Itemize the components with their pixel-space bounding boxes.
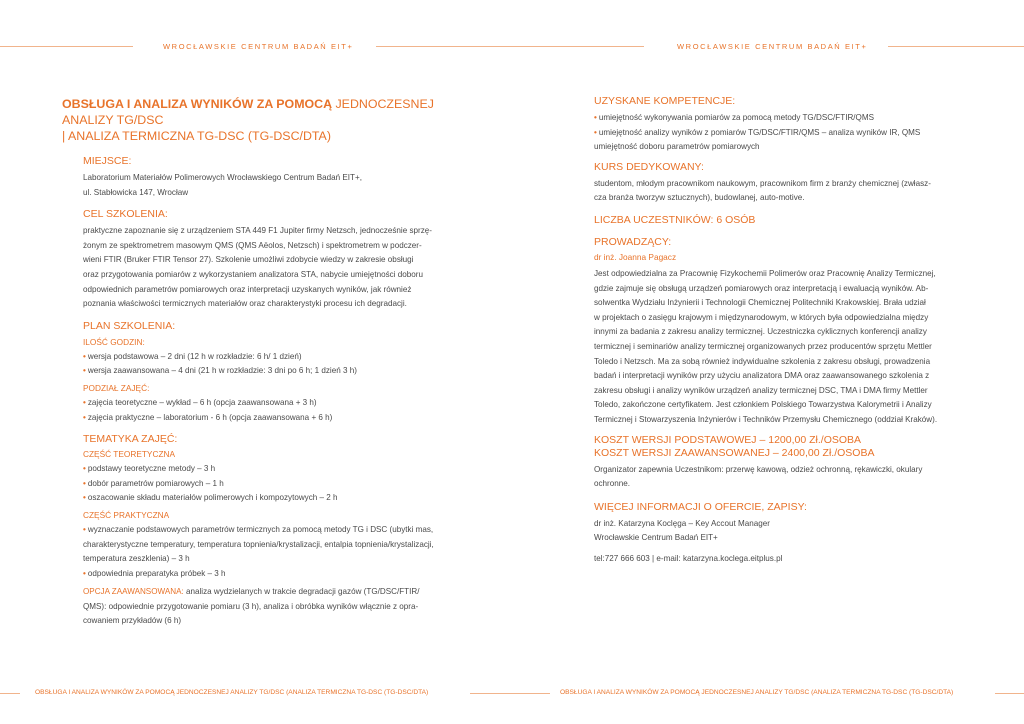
cel-line: praktyczne zapoznanie się z urządzeniem STA 449 F1 Jupiter firmy Netzsch, jednocześnie sprzę- xyxy=(83,226,432,236)
opcja-line: analiza wydzielanych w trakcie degradacji gazów (TG/DSC/FTIR/ xyxy=(183,587,420,597)
kurs-line: cza branża tworzyw sztucznych), budowlanej, auto-motive. xyxy=(594,193,805,203)
info-organization: Wrocławskie Centrum Badań EIT+ xyxy=(594,533,718,543)
cel-heading: CEL SZKOLENIA: xyxy=(83,208,168,221)
bullet-icon: • xyxy=(83,366,86,376)
bio-line: w projektach o zasięgu krajowym i międzynarodowym, w których była odpowiedzialna między xyxy=(594,312,929,322)
bullet-icon: • xyxy=(83,412,86,422)
list-item-text: wersja podstawowa – 2 dni (12 h w rozkładzie: 6 h/ 1 dzień) xyxy=(87,351,302,361)
list-item xyxy=(83,477,455,492)
cel-line: odpowiednich parametrów pomiarowych oraz interpretacji uzyskanych wyników, jak również xyxy=(83,284,412,294)
kurs-heading: KURS DEDYKOWANY: xyxy=(594,160,704,173)
opcja-line: QMS): odpowiednie przygotowanie pomiaru (3 h), analiza i obróbka wyników włącznie z opra- xyxy=(83,601,419,611)
bullet-icon: • xyxy=(83,493,86,503)
prowadzacy-bio xyxy=(594,267,974,428)
bullet-icon: • xyxy=(594,113,597,122)
tematyka-heading: TEMATYKA ZAJĘĆ: xyxy=(83,433,178,446)
list-item-continued: umiejętność doboru parametrów pomiarowych xyxy=(594,142,760,152)
koszt-line: ochronne. xyxy=(594,479,630,489)
list-item-continued: charakterystyczne temperatury, temperatura topnienia/krystalizacji, entalpia topnienia/krystalizacji, xyxy=(83,539,434,549)
cel-line: oraz przygotowania pomiarów z wykorzystaniem analizatora STA, nabycie umiejętności doboru xyxy=(83,269,423,279)
bio-line: zakresu obsługi i analizy wyników urządzeń analizy termicznej DSC, TMA i DMA firmy Mettler xyxy=(594,385,928,395)
list-item-text: zajęcia teoretyczne – wykład – 6 h (opcja zaawansowana + 3 h) xyxy=(87,397,317,407)
bullet-icon: • xyxy=(83,568,86,578)
koszt-line: Organizator zapewnia Uczestnikom: przerwę kawową, odzież ochronną, rękawiczki, okulary xyxy=(594,464,923,474)
list-item-text: umiejętność analizy wyników z pomiarów TG/DSC/FTIR/QMS – analiza wyników IR, QMS xyxy=(598,127,921,137)
list-item xyxy=(83,396,455,411)
list-item-text: oszacowanie składu materiałów polimerowych i kompozytowych – 2 h xyxy=(87,493,338,503)
bio-line: gdzie zajmuje się obsługą urządzeń pomiarowych oraz interpretacją i ewaluacją wyników. Ab- xyxy=(594,283,929,293)
bullet-icon: • xyxy=(83,351,86,361)
list-item-text: umiejętność wykonywania pomiarów za pomocą metody TG/DSC/FTIR/QMS xyxy=(598,113,874,122)
title-rest: JEDNOCZESNEJ ANALIZY TG/DSC xyxy=(62,97,434,127)
liczba-heading: LICZBA UCZESTNIKÓW: 6 OSÓB xyxy=(594,213,756,226)
prowadzacy-heading: PROWADZĄCY: xyxy=(594,235,672,248)
bio-line: solwentka Wydziału Inżynierii i Technologii Chemicznej Politechniki Krakowskiej. Brała udział xyxy=(594,298,926,308)
cel-line: wieni FTIR (Bruker FTIR Tensor 27). Szkolenie umożliwi zdobycie wiedzy w zakresie obsługi xyxy=(83,255,414,265)
left-column xyxy=(62,96,462,144)
info-heading: WIĘCEJ INFORMACJI O OFERCIE, ZAPISY: xyxy=(594,500,807,513)
cel-line: żonym ze spektrometrem masowym QMS (QMS Aëolos, Netzsch) i spektrometrem w podczer- xyxy=(83,240,422,250)
list-item xyxy=(594,126,974,141)
miejsce-heading: MIEJSCE: xyxy=(83,155,132,167)
footer-rule-left-a xyxy=(0,693,20,694)
bio-line: Termicznej i Stowarzyszenia Inżynierów i Techników Przemysłu Chemicznego (oddział Kraków). xyxy=(594,414,938,424)
header-label-right: WROCŁAWSKIE CENTRUM BADAŃ EIT+ xyxy=(677,42,868,51)
list-item-text: wyznaczanie podstawowych parametrów termicznych za pomocą metody TG i DSC (ubytki mas, xyxy=(87,524,434,534)
bullet-icon: • xyxy=(83,478,86,488)
prowadzacy-name: dr inż. Joanna Pagacz xyxy=(594,251,677,262)
page-subtitle: | ANALIZA TERMICZNA TG-DSC (TG-DSC/DTA) xyxy=(62,129,331,143)
bio-line: Toledo, zakończone certyfikatem. Jest członkiem Polskiego Towarzystwa Kalorymetrii i Analizy xyxy=(594,400,932,410)
footer-label-right: OBSŁUGA I ANALIZA WYNIKÓW ZA POMOCĄ JEDNOCZESNEJ ANALIZY TG/DSC (ANALIZA TERMICZNA TG-DSC (TG-DSC/DTA) xyxy=(560,689,954,696)
koszt-podstawowy: KOSZT WERSJI PODSTAWOWEJ – 1200,00 Zł./OSOBA xyxy=(594,433,862,446)
header-rule-left-b xyxy=(376,46,644,47)
teoretyczna-heading: CZĘŚĆ TEORETYCZNA xyxy=(83,449,176,460)
list-item xyxy=(83,491,455,506)
cel-paragraph xyxy=(83,224,455,312)
list-item-text: zajęcia praktyczne – laboratorium - 6 h (opcja zaawansowana + 6 h) xyxy=(87,412,333,422)
plan-heading: PLAN SZKOLENIA: xyxy=(83,319,176,332)
left-body xyxy=(83,155,455,629)
page-title xyxy=(62,96,462,128)
bullet-icon: • xyxy=(83,464,86,474)
list-item-text: odpowiednia preparatyka próbek – 3 h xyxy=(87,568,226,578)
list-item-continued: temperatura zeszklenia) – 3 h xyxy=(83,554,190,564)
list-item xyxy=(83,567,455,582)
list-item-text: podstawy teoretyczne metody – 3 h xyxy=(87,464,216,474)
bio-line: badań i interpretacji wyników przy użyciu analizatora DMA oraz zaawansowanego szkolenia z xyxy=(594,371,930,381)
header-rule-right xyxy=(888,46,1024,47)
ilosc-heading: ILOŚĆ GODZIN: xyxy=(83,336,145,347)
bio-line: innymi za badania z zakresu analizy termicznej. Uczestniczka cyklicznych konferencji analizy xyxy=(594,327,927,337)
title-bold: OBSŁUGA I ANALIZA WYNIKÓW ZA POMOCĄ xyxy=(62,97,333,111)
praktyczna-heading: CZĘŚĆ PRAKTYCZNA xyxy=(83,509,170,520)
list-item-text: wersja zaawansowana – 4 dni (21 h w rozkładzie: 3 dni po 6 h; 1 dzień 3 h) xyxy=(87,366,357,376)
list-item xyxy=(83,523,455,538)
info-contact-name: dr inż. Katarzyna Koclęga – Key Accout Manager xyxy=(594,518,770,528)
footer-label-left: OBSŁUGA I ANALIZA WYNIKÓW ZA POMOCĄ JEDNOCZESNEJ ANALIZY TG/DSC (ANALIZA TERMICZNA TG-DSC (TG-DSC/DTA) xyxy=(35,689,429,696)
footer-rule-left-b xyxy=(470,693,550,694)
opcja-line: cowaniem przykładów (6 h) xyxy=(83,616,182,626)
info-contact-details: tel:727 666 603 | e-mail: katarzyna.koclega.eitplus.pl xyxy=(594,553,783,563)
koszt-zaawansowany: KOSZT WERSJI ZAAWANSOWANEJ – 2400,00 Zł./OSOBA xyxy=(594,446,875,459)
bullet-icon: • xyxy=(83,524,86,534)
bullet-icon: • xyxy=(83,397,86,407)
list-item xyxy=(83,462,455,477)
kompetencje-heading: UZYSKANE KOMPETENCJE: xyxy=(594,95,736,107)
list-item xyxy=(83,350,455,365)
miejsce-line-2: ul. Stabłowicka 147, Wrocław xyxy=(83,187,189,197)
bio-line: Jest odpowiedzialna za Pracownię Fizykochemii Polimerów oraz Pracownię Analizy Termicznej, xyxy=(594,268,936,278)
podzial-heading: PODZIAŁ ZAJĘĆ: xyxy=(83,382,150,393)
footer-rule-right xyxy=(995,693,1024,694)
bullet-icon: • xyxy=(594,127,597,137)
opcja-label: OPCJA ZAAWANSOWANA: xyxy=(83,587,184,597)
cel-line: poznania właściwości termicznych materiałów oraz charakterystyki procesu ich degradacji. xyxy=(83,299,407,309)
header-rule-left-a xyxy=(0,46,133,47)
list-item xyxy=(83,411,455,426)
bio-line: termicznej i seminariów analizy termicznej organizowanych przez producentów sprzętu Mettler xyxy=(594,341,932,351)
list-item xyxy=(594,111,974,126)
right-column xyxy=(594,95,974,566)
list-item xyxy=(83,364,455,379)
kurs-line: studentom, młodym pracownikom naukowym, pracownikom firm z branży chemicznej (zwłasz- xyxy=(594,178,931,188)
list-item-text: dobór parametrów pomiarowych – 1 h xyxy=(87,478,224,488)
opcja-paragraph xyxy=(83,585,455,600)
miejsce-line-1: Laboratorium Materiałów Polimerowych Wrocławskiego Centrum Badań EIT+, xyxy=(83,173,362,182)
bio-line: Toledo i Netzsch. Ma za sobą również indywidualne szkolenia z zakresu obsługi, prowadzenia xyxy=(594,356,931,366)
header-label-left: WROCŁAWSKIE CENTRUM BADAŃ EIT+ xyxy=(163,42,354,51)
